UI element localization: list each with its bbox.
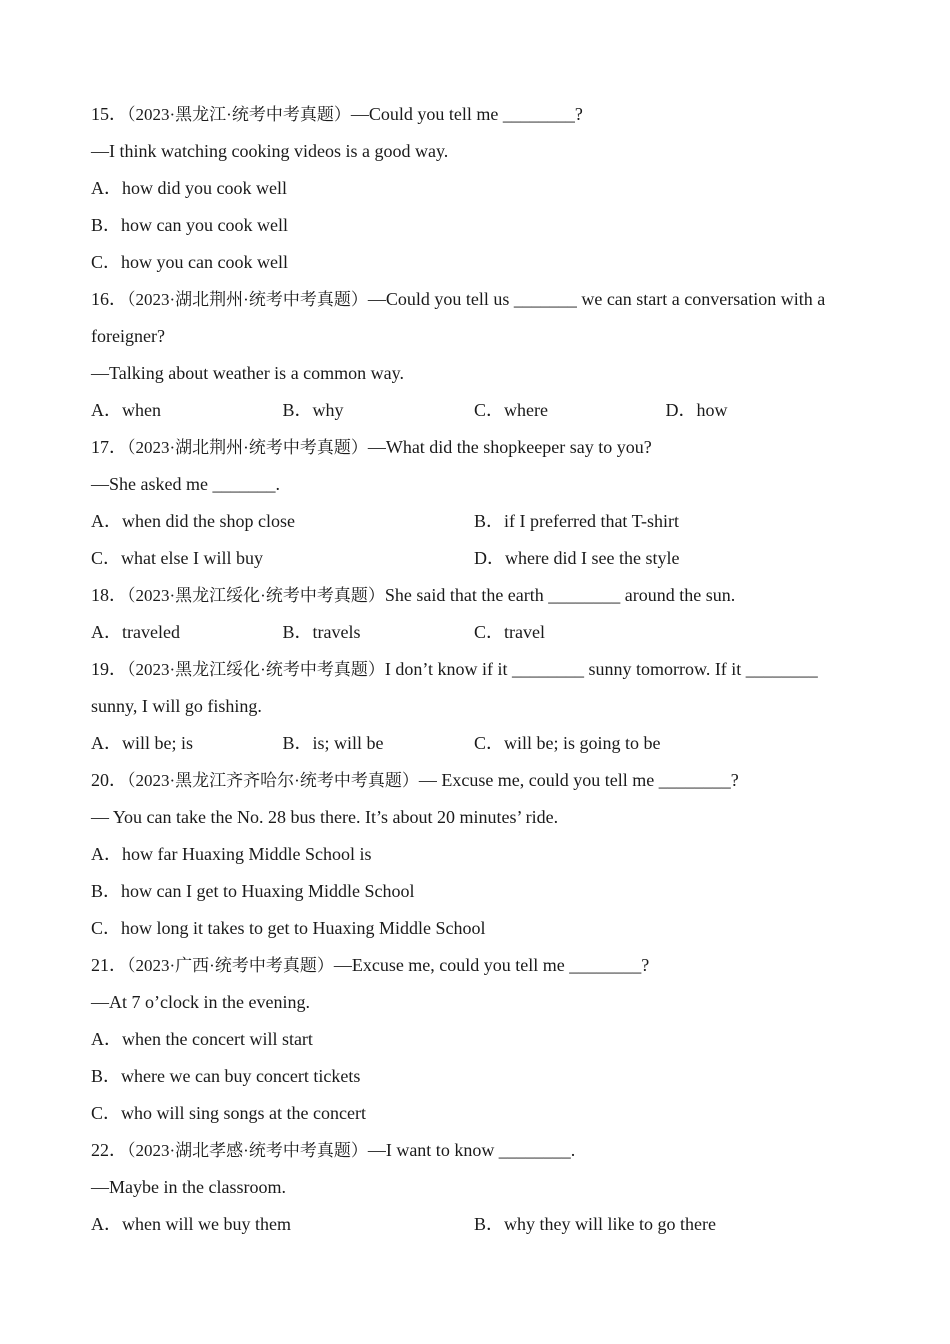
question-text: She said that the earth ________ around the sun. [384, 585, 736, 605]
option-b[interactable]: B．why they will like to go there [474, 1214, 716, 1234]
question-source: （2023·黑龙江绥化·统考中考真题） [127, 660, 385, 679]
question-number: 17． [91, 437, 127, 457]
question-text: —Could you tell us _______ we can start a conversation with a foreigner? [91, 289, 826, 346]
question-21-stem [91, 951, 860, 988]
question-text: —What did the shopkeeper say to you? [367, 437, 652, 457]
option-a[interactable]: A．when will we buy them [91, 1214, 291, 1234]
question-source: （2023·黑龙江绥化·统考中考真题） [127, 586, 385, 605]
option-b[interactable]: B．where we can buy concert tickets [91, 1066, 361, 1086]
question-number: 19． [91, 659, 127, 679]
question-text: — Excuse me, could you tell me ________? [418, 770, 739, 790]
option-b[interactable]: B．travels [282, 622, 361, 642]
option-b[interactable]: B．why [282, 400, 344, 420]
question-source: （2023·黑龙江齐齐哈尔·统考中考真题） [127, 771, 419, 790]
option-b[interactable]: B．if I preferred that T-shirt [474, 511, 679, 531]
question-22-options [91, 1210, 860, 1247]
option-d[interactable]: D．where did I see the style [474, 548, 680, 568]
question-text: —Could you tell me ________? [350, 104, 583, 124]
option-d[interactable]: D．how [665, 400, 728, 420]
question-22-reply: —Maybe in the classroom. [91, 1177, 286, 1197]
question-15-reply: —I think watching cooking videos is a good way. [91, 141, 449, 161]
question-number: 16． [91, 289, 127, 309]
question-19-stem [91, 651, 860, 725]
option-c[interactable]: C．what else I will buy [91, 548, 263, 568]
option-a[interactable]: A．will be; is [91, 733, 193, 753]
option-a[interactable]: A．when [91, 400, 161, 420]
question-16-options [91, 396, 860, 433]
question-text: —I want to know ________. [367, 1140, 576, 1160]
question-17-options-row2 [91, 544, 860, 581]
question-16-reply: —Talking about weather is a common way. [91, 363, 404, 383]
question-19-options [91, 729, 860, 766]
option-b[interactable]: B．is; will be [282, 733, 384, 753]
option-a[interactable]: A．how did you cook well [91, 178, 287, 198]
question-source: （2023·广西·统考中考真题） [127, 956, 334, 975]
option-c[interactable]: C．how you can cook well [91, 252, 288, 272]
question-number: 20． [91, 770, 127, 790]
question-number: 21． [91, 955, 127, 975]
question-number: 22． [91, 1140, 127, 1160]
question-text: I don’t know if it ________ sunny tomorrow. If it ________ sunny, I will go fishing. [91, 659, 818, 716]
question-text: —Excuse me, could you tell me ________? [333, 955, 650, 975]
question-17-stem [91, 433, 860, 470]
question-source: （2023·湖北荆州·统考中考真题） [127, 290, 368, 309]
option-c[interactable]: C．travel [474, 622, 545, 642]
question-16-stem [91, 281, 860, 355]
question-source: （2023·湖北孝感·统考中考真题） [127, 1141, 368, 1160]
question-number: 15． [91, 104, 127, 124]
question-18-options [91, 618, 860, 655]
option-c[interactable]: C．who will sing songs at the concert [91, 1103, 366, 1123]
question-18-stem [91, 581, 860, 618]
option-b[interactable]: B．how can I get to Huaxing Middle School [91, 881, 415, 901]
question-21-reply: —At 7 o’clock in the evening. [91, 992, 310, 1012]
option-a[interactable]: A．traveled [91, 622, 180, 642]
question-source: （2023·湖北荆州·统考中考真题） [127, 438, 368, 457]
question-17-options-row1 [91, 507, 860, 544]
option-c[interactable]: C．will be; is going to be [474, 733, 661, 753]
option-c[interactable]: C．where [474, 400, 548, 420]
option-b[interactable]: B．how can you cook well [91, 215, 288, 235]
option-a[interactable]: A．when did the shop close [91, 511, 295, 531]
option-c[interactable]: C．how long it takes to get to Huaxing Middle School [91, 918, 486, 938]
question-15-stem [91, 100, 860, 137]
question-source: （2023·黑龙江·统考中考真题） [127, 105, 351, 124]
question-17-reply: —She asked me _______. [91, 474, 280, 494]
question-20-stem [91, 766, 860, 803]
question-number: 18． [91, 585, 127, 605]
question-20-reply: — You can take the No. 28 bus there. It’s about 20 minutes’ ride. [91, 807, 559, 827]
question-22-stem [91, 1136, 860, 1173]
option-a[interactable]: A．when the concert will start [91, 1029, 313, 1049]
option-a[interactable]: A．how far Huaxing Middle School is [91, 844, 372, 864]
